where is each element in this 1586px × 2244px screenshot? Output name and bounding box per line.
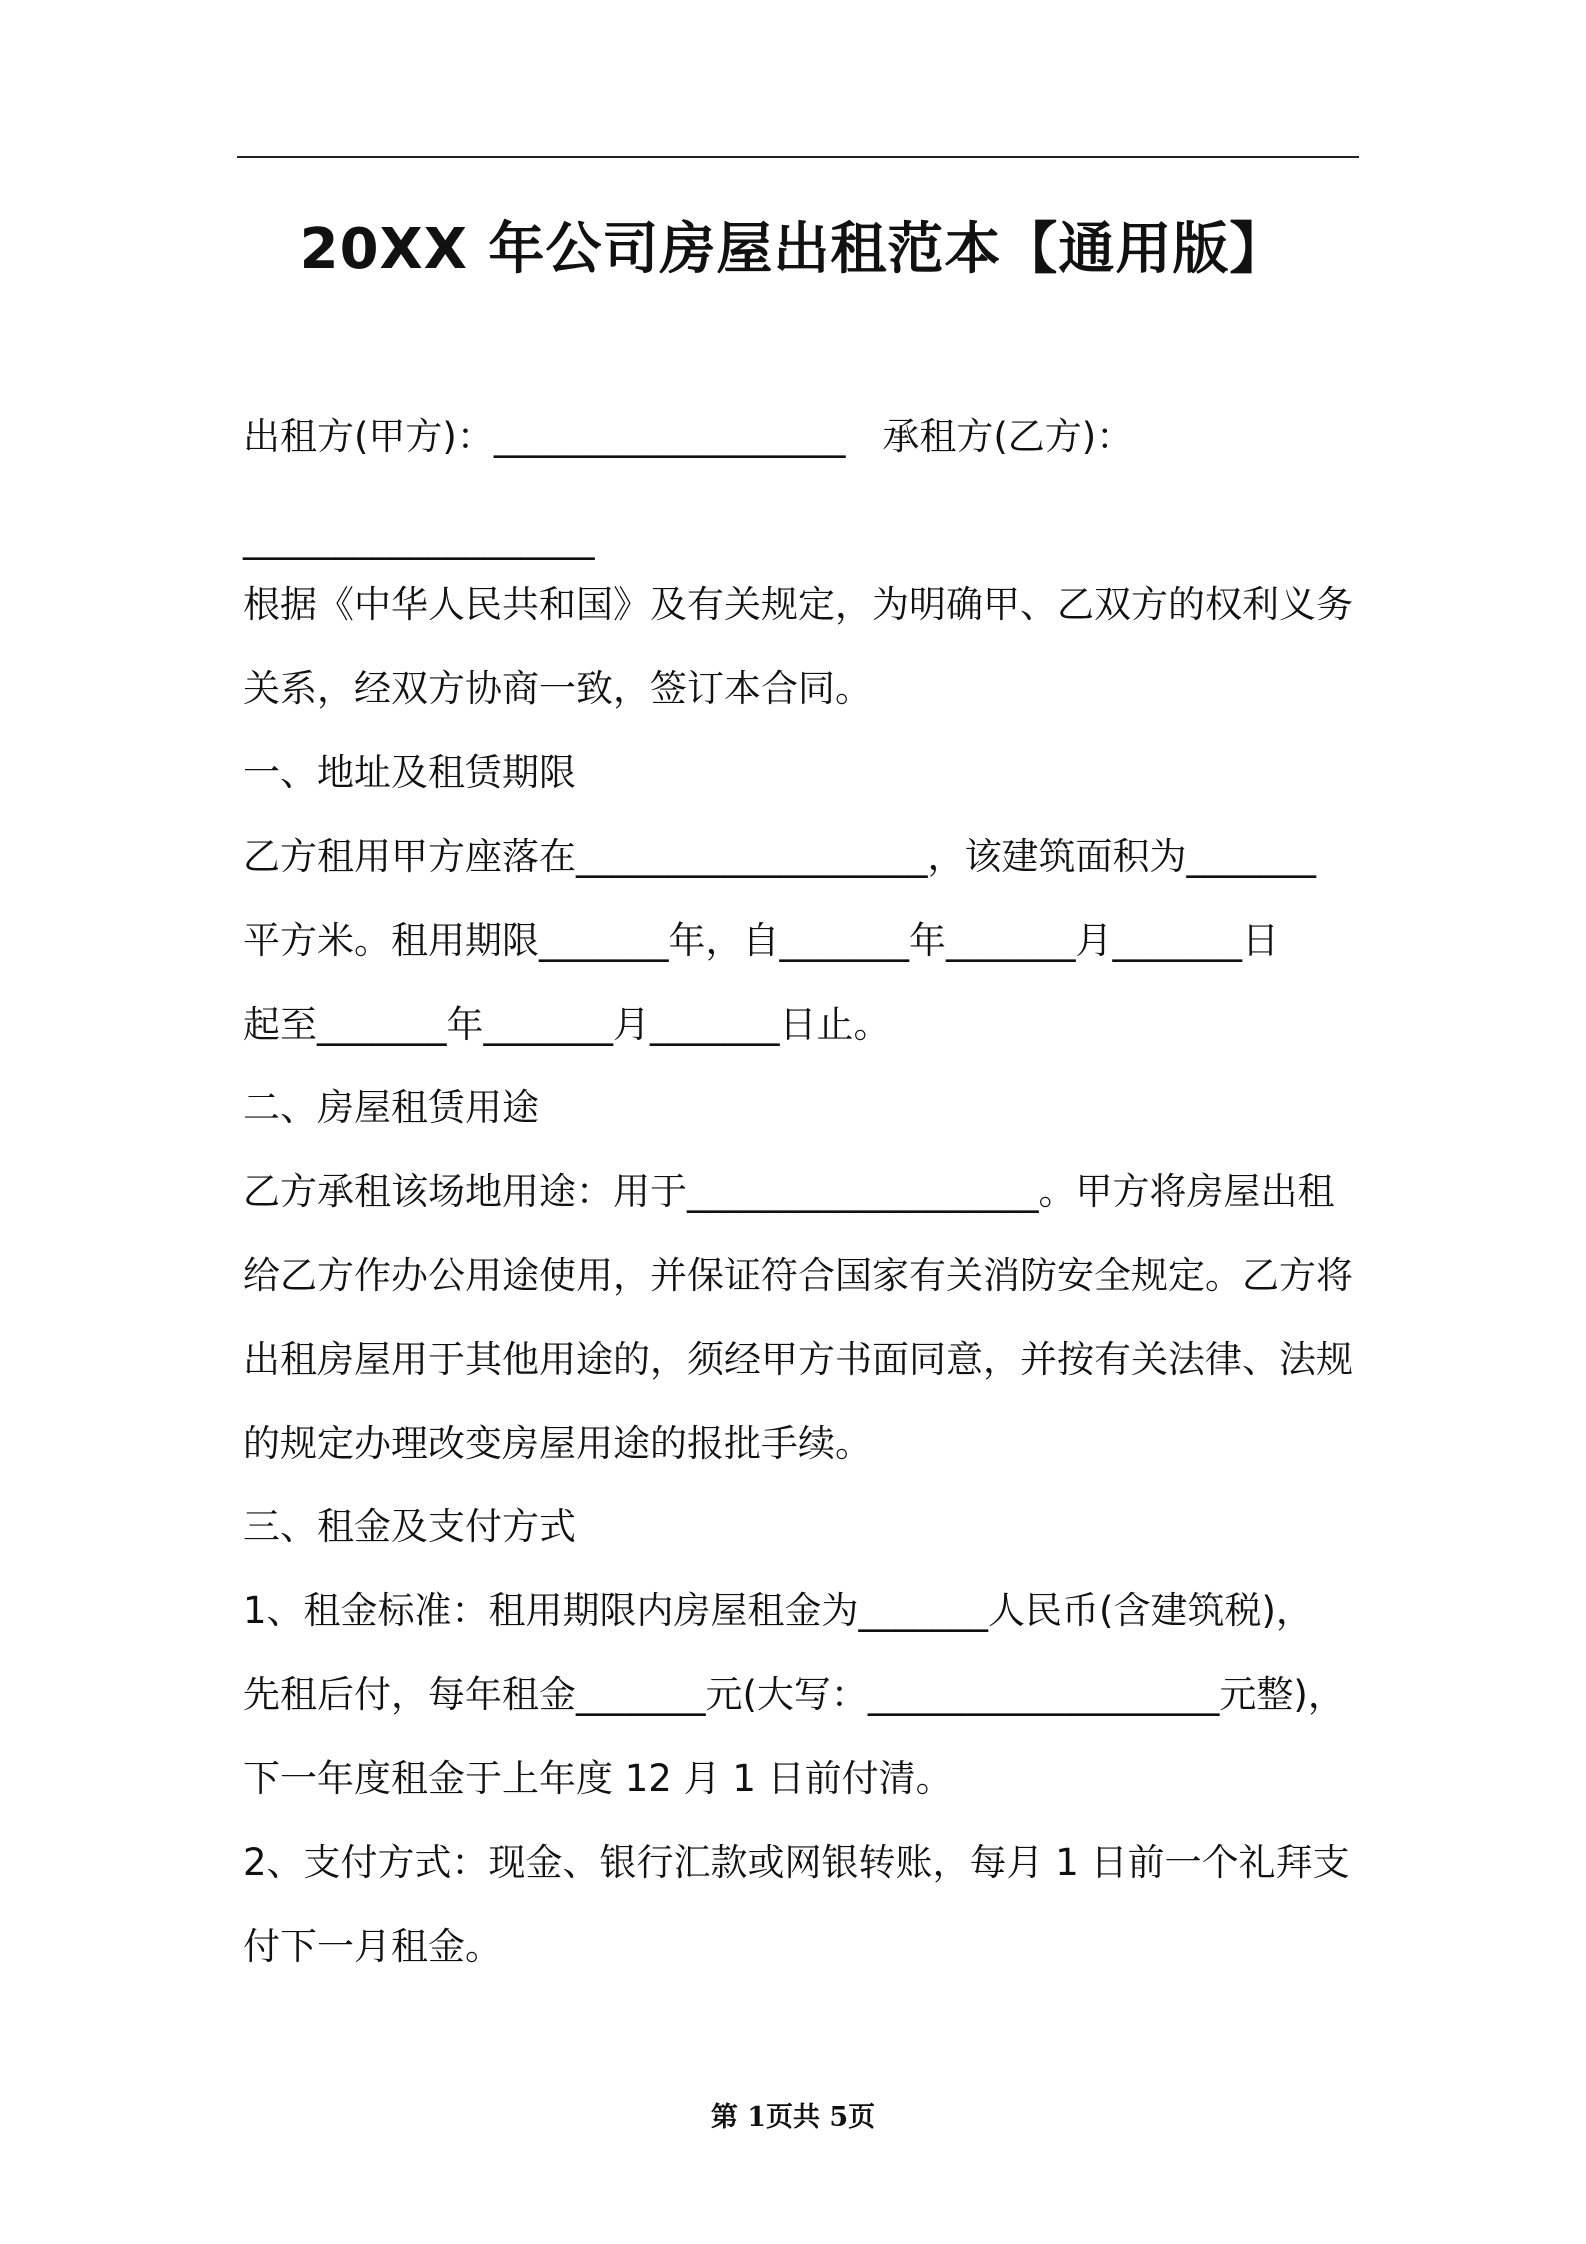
header-rule [237,156,1359,158]
body-line: 乙方租用甲方座落在___________________，该建筑面积为_______ [243,835,1316,878]
document-title: 20XX 年公司房屋出租范本【通用版】 [299,217,1287,282]
body-line: 2、支付方式：现金、银行汇款或网银转账，每月 1 日前一个礼拜支 [243,1841,1350,1884]
body-line: 关系，经双方协商一致，签订本合同。 [243,667,872,710]
party-line: 出租方(甲方)：___________________ 承租方(乙方)： [243,415,1134,458]
body-line: 1、租金标准：租用期限内房屋租金为_______人民币(含建筑税)， [243,1589,1313,1632]
body-line: 平方米。租用期限_______年，自_______年_______月_______日 [243,919,1279,962]
section-heading: 一、地址及租赁期限 [243,751,576,794]
body-line: 付下一月租金。 [243,1925,502,1968]
body-line: 下一年度租金于上年度 12 月 1 日前付清。 [243,1757,953,1800]
tenant-blank-line: ___________________ [243,517,595,560]
page-number: 第 1页共 5页 [710,2102,876,2133]
body-line: 给乙方作办公用途使用，并保证符合国家有关消防安全规定。乙方将 [243,1254,1353,1297]
body-line: 先租后付，每年租金_______元(大写：___________________元整)， [243,1673,1345,1716]
section-heading: 二、房屋租赁用途 [243,1086,539,1129]
body-line: 的规定办理改变房屋用途的报批手续。 [243,1422,872,1465]
body-line: 出租房屋用于其他用途的，须经甲方书面同意，并按有关法律、法规 [243,1338,1353,1381]
body-line: 起至_______年_______月_______日止。 [243,1003,891,1046]
section-heading: 三、租金及支付方式 [243,1505,576,1548]
body-line: 乙方承租该场地用途：用于___________________。甲方将房屋出租 [243,1170,1335,1213]
body-line: 根据《中华人民共和国》及有关规定，为明确甲、乙双方的权利义务 [243,583,1353,626]
